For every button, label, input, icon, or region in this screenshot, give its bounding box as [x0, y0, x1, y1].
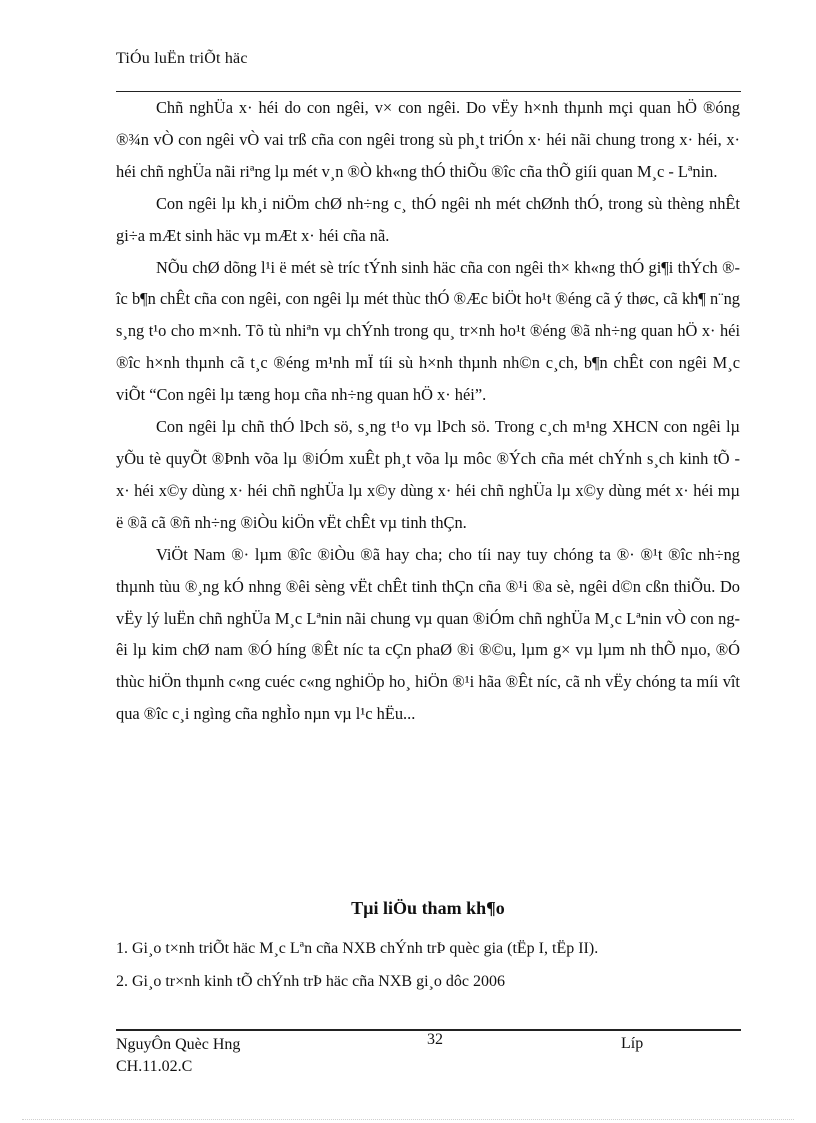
page-header-title: TiÓu luËn triÕt häc	[116, 50, 248, 67]
footer-author-name: NguyÔn Quèc Hng	[116, 1036, 241, 1053]
page-edge-divider	[22, 1119, 794, 1120]
reference-item: 1. Gi¸o t×nh triÕt häc M¸c Lªn cña NXB chÝnh trÞ quèc gia (tËp I, tËp II).	[116, 940, 599, 957]
footer-class-label: Líp	[621, 1035, 644, 1052]
paragraph-1: Chñ nghÜa x· héi do con ngêi, v× con ngêi. Do vËy h×nh thµnh mçi quan hÖ ®óng ®¾n vÒ con ngêi vÒ vai trß cña con ngêi trong sù ph¸t triÓn x· héi nãi chung trong x· héi, x· héi chñ nghÜa nãi riªng lµ mét v¸n ®Ò kh«ng thÓ thiÕu ®îc cña thÕ giíi quan M¸c - Lªnin.	[116, 98, 740, 181]
references-list	[116, 932, 740, 998]
paragraph-4: Con ngêi lµ chñ thÓ lÞch sö, s¸ng t¹o vµ lÞch sö. Trong c¸ch m¹ng XHCN con ngêi lµ yÕu tè quyÕt ®Þnh võa lµ ®iÓm xuÊt ph¸t võa lµ môc ®Ých cña mét chÝnh s¸ch kinh tÕ - x· héi x©y dùng x· héi chñ nghÜa lµ x©y dùng x· héi chñ nghÜa lµ x©y dùng mét x· héi mµ ë ®ã cã ®ñ nh÷ng ®iÒu kiÖn vËt chÊt vµ tinh thÇn.	[116, 417, 740, 532]
body-text	[116, 92, 740, 730]
footer-author-code: CH.11.02.C	[116, 1058, 193, 1075]
references-title: Tµi liÖu tham kh¶o	[351, 898, 505, 918]
paragraph-5: ViÖt Nam ®· lµm ®îc ®iÒu ®ã hay cha; cho tíi nay tuy chóng ta ®· ®¹t ®îc nh÷ng thµnh tùu ®¸ng kÓ nhng ®êi sèng vËt chÊt tinh thÇn cña ®¹i ®a sè, ngêi d©n cßn thiÕu. Do vËy lý luËn chñ nghÜa M¸c Lªnin nãi chung vµ quan ®iÓm chñ nghÜa M¸c Lªnin vÒ con ngêi lµ kim chØ nam ®Ó híng ®Êt níc ta cÇn phaØ ®i ®©u, lµm g× vµ lµm nh thÕ nµo, ®Ó thùc hiÖn thµnh c«ng cuéc c«ng nghiÖp ho¸ hiÖn ®¹i hãa ®Êt níc, cã nh vËy chóng ta míi vît qua ®îc c¸i ngìng cña nghÌo nµn vµ l¹c hËu...	[116, 544, 740, 724]
page-number: 32	[427, 1031, 443, 1048]
paragraph-2: Con ngêi lµ kh¸i niÖm chØ nh÷ng c¸ thÓ ngêi nh mét chØnh thÓ, trong sù thèng nhÊt gi÷a mÆt sinh häc vµ mÆt x· héi cña nã.	[116, 193, 740, 245]
footer-author-block	[116, 1034, 240, 1078]
paragraph-3: NÕu chØ dõng l¹i ë mét sè tríc tÝnh sinh häc cña con ngêi th× kh«ng thÓ gi¶i thÝch ®îc b¶n chÊt cña con ngêi, con ngêi lµ mét thùc thÓ ®Æc biÖt ho¹t ®éng cã ý thøc, cã kh¶ n¨ng s¸ng t¹o cho m×nh. Tõ tù nhiªn vµ chÝnh trong qu¸ tr×nh ho¹t ®éng ®ã nh÷ng quan hÖ x· héi ®îc h×nh thµnh cã t¸c ®éng m¹nh mÏ tíi sù h×nh thµnh nh©n c¸ch, b¶n chÊt con ngêi M¸c viÕt “Con ngêi lµ tæng hoµ cña nh÷ng quan hÖ x· héi”.	[116, 257, 740, 405]
reference-item: 2. Gi¸o tr×nh kinh tÕ chÝnh trÞ häc cña NXB gi¸o dôc 2006	[116, 973, 505, 990]
